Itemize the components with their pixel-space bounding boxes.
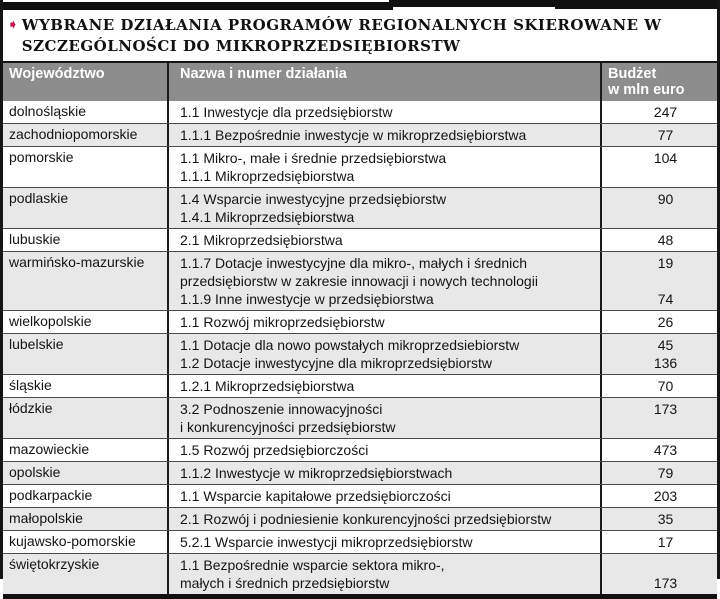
header-budzet [600, 63, 717, 101]
dzialanie-cell [167, 375, 600, 397]
dzialanie-cell [167, 147, 600, 187]
budzet-cell [600, 311, 717, 333]
dzialanie-cell [167, 124, 600, 146]
table-row [3, 530, 717, 553]
dzialanie-line: 1.1 Dotacje dla nowo powstałych mikroprzedsiebiorstw [180, 337, 520, 353]
wojewodztwo-cell: lubelskie [9, 336, 64, 352]
dzialanie-line: 3.2 Podnoszenie innowacyjności [180, 401, 383, 417]
budzet-cell [600, 229, 717, 251]
dzialanie-cell [167, 554, 600, 594]
dzialanie-cell [167, 188, 600, 228]
table-row [3, 438, 717, 461]
budzet-line: 104 [653, 150, 678, 166]
table-row [3, 484, 717, 507]
budzet-line: 17 [657, 534, 674, 550]
dzialanie-line: przedsiębiorstw w zakresie innowacji i nowych technologii [180, 273, 538, 289]
table-row [3, 251, 717, 310]
dzialanie-line: 1.1.1 Bezpośrednie inwestycje w mikroprzedsiębiorstwa [180, 127, 527, 143]
table-row [3, 397, 717, 438]
dzialanie-line: 1.1.9 Inne inwestycje w przedsiębiorstwa [180, 291, 434, 307]
dzialanie-cell [167, 252, 600, 310]
budzet-line: 74 [657, 291, 674, 307]
table-row [3, 146, 717, 187]
wojewodztwo-cell: śląskie [9, 377, 52, 393]
wojewodztwo-cell: świętokrzyskie [9, 556, 100, 572]
budzet-line: 35 [657, 511, 674, 527]
budzet-cell [600, 439, 717, 461]
budzet-line: 203 [653, 488, 678, 504]
wojewodztwo-cell: dolnośląskie [9, 103, 87, 119]
table-row [3, 187, 717, 228]
table-row [3, 101, 717, 123]
budzet-line: 247 [653, 104, 678, 120]
budzet-cell [600, 485, 717, 507]
data-table [3, 61, 717, 599]
wojewodztwo-cell: pomorskie [9, 149, 74, 165]
budzet-cell [600, 398, 717, 438]
dzialanie-line: 1.4 Wsparcie inwestycyjne przedsiębiorstw [180, 191, 447, 207]
wojewodztwo-cell: małopolskie [9, 510, 83, 526]
dzialanie-line: 2.1 Mikroprzedsiębiorstwa [180, 232, 343, 248]
budzet-line [614, 167, 717, 185]
dzialanie-line: 1.4.1 Mikroprzedsiębiorstwa [180, 209, 355, 225]
wojewodztwo-cell: wielkopolskie [9, 313, 92, 329]
header-wojewodztwo: Województwo [9, 66, 105, 82]
wojewodztwo-cell: opolskie [9, 464, 61, 480]
budzet-cell [600, 124, 717, 146]
wojewodztwo-cell: podlaskie [9, 190, 69, 206]
dzialanie-cell [167, 101, 600, 123]
wojewodztwo-cell: warmińsko-mazurskie [9, 254, 145, 270]
budzet-cell [600, 508, 717, 530]
dzialanie-line: 1.2.1 Mikroprzedsiębiorstwa [180, 378, 355, 394]
dzialanie-line: 1.2 Dotacje inwestycyjne dla mikroprzedsiębiorstw [180, 355, 493, 371]
dzialanie-line: 1.1.2 Inwestycje w mikroprzedsiębiorstwach [180, 465, 453, 481]
dzialanie-cell [167, 462, 600, 484]
table-row [3, 461, 717, 484]
dzialanie-line: 1.1.1 Mikroprzedsiębiorstwa [180, 168, 355, 184]
dzialanie-line: 2.1 Rozwój i podniesienie konkurencyjności przedsiębiorstw [180, 511, 552, 527]
dzialanie-line: 1.1 Bezpośrednie wsparcie sektora mikro-, [180, 557, 445, 573]
dzialanie-line: małych i średnich przedsiębiorstw [180, 575, 390, 591]
budzet-line: 173 [653, 575, 678, 591]
dzialanie-cell [167, 508, 600, 530]
table-header-row [3, 63, 717, 101]
title-line-1: WYBRANE DZIAŁANIA PROGRAMÓW REGIONALNYCH SKIEROWANE W [21, 16, 662, 34]
budzet-cell [600, 147, 717, 187]
dzialanie-cell [167, 398, 600, 438]
budzet-line: 90 [657, 191, 674, 207]
wojewodztwo-cell: lubuskie [9, 231, 61, 247]
dzialanie-line: 1.1 Wsparcie kapitałowe przedsiębiorczości [180, 488, 451, 504]
budzet-cell [600, 252, 717, 310]
table-row [3, 123, 717, 146]
budzet-line: 79 [657, 465, 674, 481]
title-line-2: SZCZEGÓLNOŚCI DO MIKROPRZEDSIĘBIORSTW [21, 37, 461, 55]
budzet-cell [600, 101, 717, 123]
top-rule-segment [3, 2, 393, 10]
top-rule-segment [555, 0, 717, 9]
top-rule-segment [389, 0, 561, 7]
budzet-line: 70 [657, 378, 674, 394]
budzet-line: 173 [653, 401, 678, 417]
table-row [3, 553, 717, 594]
budzet-line [614, 208, 717, 226]
dzialanie-line: 1.1 Mikro-, małe i średnie przedsiębiorstwa [180, 150, 447, 166]
table-title [3, 10, 717, 61]
budzet-line: 19 [657, 255, 674, 271]
dzialanie-cell [167, 439, 600, 461]
dzialanie-line: 1.1 Inwestycje dla przedsiębiorstw [180, 104, 393, 120]
budzet-line [614, 556, 717, 574]
budzet-line [614, 418, 717, 436]
wojewodztwo-cell: mazowieckie [9, 441, 90, 457]
dzialanie-cell [167, 334, 600, 374]
table-row [3, 507, 717, 530]
table-row [3, 333, 717, 374]
budzet-cell [600, 375, 717, 397]
budzet-cell [600, 531, 717, 553]
dzialanie-line: 1.1 Rozwój mikroprzedsiębiorstw [180, 314, 385, 330]
table-row [3, 374, 717, 397]
budzet-cell [600, 334, 717, 374]
dzialanie-cell [167, 229, 600, 251]
dzialanie-line: 1.1.7 Dotacje inwestycyjne dla mikro-, małych i średnich [180, 255, 528, 271]
wojewodztwo-cell: kujawsko-pomorskie [9, 533, 136, 549]
budzet-cell [600, 462, 717, 484]
red-arrow-icon: ➧ [7, 17, 19, 33]
wojewodztwo-cell: podkarpackie [9, 487, 93, 503]
budzet-cell [600, 188, 717, 228]
header-budzet-line2: w mln euro [608, 82, 685, 98]
table-row [3, 228, 717, 251]
dzialanie-cell [167, 531, 600, 553]
budzet-line [614, 272, 717, 290]
dzialanie-line: 5.2.1 Wsparcie inwestycji mikroprzedsiębiorstw [180, 534, 473, 550]
budzet-line: 45 [657, 337, 674, 353]
top-rule [3, 0, 717, 10]
budzet-cell [600, 554, 717, 594]
budzet-line: 77 [657, 127, 674, 143]
dzialanie-cell [167, 485, 600, 507]
wojewodztwo-cell: łódzkie [9, 400, 53, 416]
budzet-line: 473 [653, 442, 678, 458]
dzialanie-line: i konkurencyjności przedsiębiorstw [180, 419, 396, 435]
wojewodztwo-cell: zachodniopomorskie [9, 126, 138, 142]
header-budzet-line1: Budżet [608, 66, 657, 82]
dzialanie-line: 1.5 Rozwój przedsiębiorczości [180, 442, 369, 458]
header-dzialanie: Nazwa i numer działania [167, 63, 600, 101]
budzet-line: 48 [657, 232, 674, 248]
table-body [3, 101, 717, 594]
title-text [22, 15, 662, 57]
dzialanie-cell [167, 311, 600, 333]
table-row [3, 310, 717, 333]
budzet-line: 26 [657, 314, 674, 330]
budzet-line: 136 [653, 355, 678, 371]
